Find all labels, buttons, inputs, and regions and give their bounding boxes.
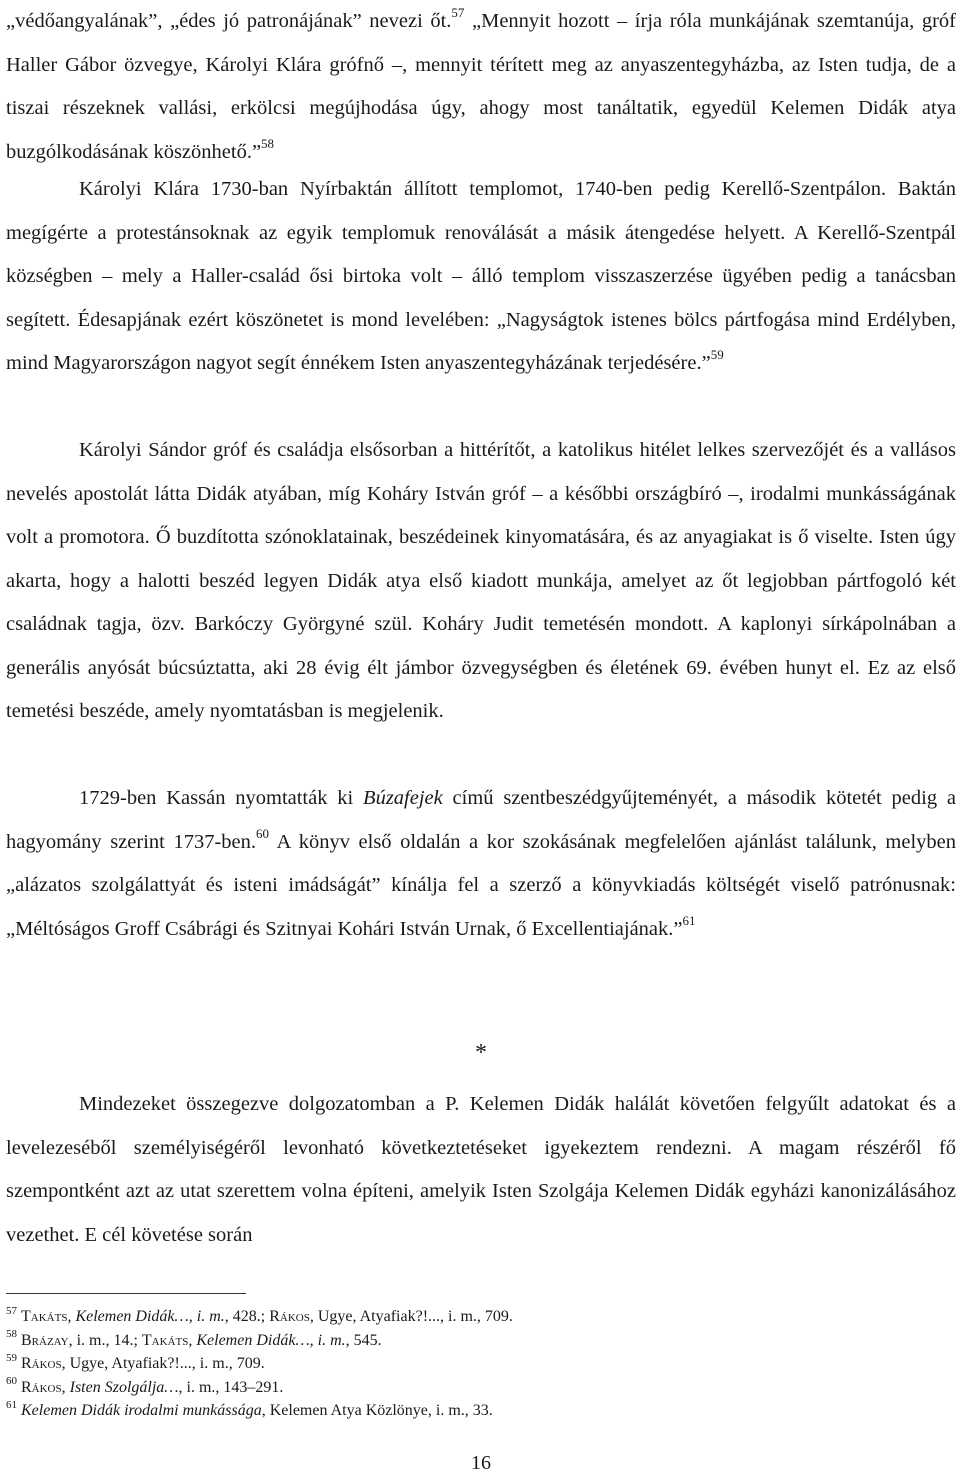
- paragraph-3: [6, 429, 956, 734]
- footnote-author: Rákos: [21, 1355, 62, 1372]
- footnote-rest: , 428.;: [224, 1308, 270, 1325]
- paragraph-1: [6, 0, 956, 174]
- footnote-ref-59[interactable]: 59: [710, 347, 724, 363]
- footnote-ref-60[interactable]: 60: [256, 825, 269, 841]
- footnotes: [6, 1305, 956, 1423]
- footnote-number: 59: [6, 1351, 17, 1364]
- footnote-author-2: Takáts: [141, 1331, 189, 1349]
- paragraph-2-text: Károlyi Klára 1730-ban Nyírbaktán állított templomot, 1740-ben pedig Kerellő-Szentpálon. Baktán megígérte a protestánsoknak az egyik templomuk renoválását a másik átengedése helyett. A Kerellő-Szentpál községben – mely a Haller-család ősi birtoka volt – álló templom visszaszerzése ügyében pedig a tanácsban segített. Édesapjának ezért köszönetet is mond levelében: „Nagyságtok istenes bölcs pártfogása mind Erdélyben, mind Magyarországon nagyot segít énnékem Isten anyaszentegyházának terjedésére.”: [6, 178, 956, 374]
- footnote-57: $^{57}$ Takáts, Kelemen Didák…, i. m., 428.; Rákos, Ugye, Atyafiak?!..., i. m., 709.: [6, 1304, 513, 1325]
- footnote-number: 58: [6, 1328, 17, 1341]
- paragraph-4: [6, 777, 956, 951]
- footnote-ref-58[interactable]: 58: [261, 135, 275, 151]
- paragraph-5: [6, 1083, 956, 1257]
- footnote-number: 61: [6, 1398, 17, 1411]
- footnote-rest: , i. m., 14.;: [68, 1331, 142, 1349]
- footnote-ref-57[interactable]: 57: [451, 5, 465, 21]
- footnote-60: $^{60}$ Rákos, Isten Szolgálja…, i. m., 143–291.: [6, 1375, 284, 1396]
- paragraph-4-text-b: című szentbeszédgyűjteményét, a második kötetét pedig a hagyomány szerint 1737-ben.: [6, 787, 956, 853]
- footnote-title-2: Kelemen Didák…, i. m.: [196, 1331, 346, 1349]
- footnote-61: [6, 1399, 956, 1423]
- footnote-divider: [6, 1293, 246, 1294]
- paragraph-1-text-b: „Mennyit hozott – írja róla munkájának szemtanúja, gróf Haller Gábor özvegye, Károlyi Klára grófnő –, mennyit térített meg az anyaszentegyházba, az Isten tudja, de a tiszai részeknek vallási, erkölcsi megújhodása úgy, ahogy most tanáltatik, egyedül Kelemen Didák atya buzgólkodásának köszönhető.”: [6, 10, 956, 163]
- paragraph-4-text-c: A könyv első oldalán a kor szokásának megfelelően ajánlást találunk, melyben „alázatos szolgálattyát és isteni imádságát” kínálja fel a szerző a könyvkiadás költségét viselő patrónusnak: „Méltóságos Groff Csábrági és Szitnyai Kohári István Urnak, ő Excellentiajának.”: [6, 830, 956, 940]
- footnote-author: Rákos: [21, 1378, 62, 1396]
- page-number: 16: [471, 1452, 491, 1474]
- paragraph-4-text-a: 1729-ben Kassán nyomtatták ki: [79, 787, 364, 809]
- footnote-title: Kelemen Didák…, i. m.: [75, 1308, 225, 1325]
- footnote-author: Brázay: [21, 1331, 69, 1349]
- footnote-title: Kelemen Didák irodalmi munkássága: [21, 1402, 262, 1419]
- book-title-busafejek: Búzafejek: [363, 787, 443, 809]
- footnote-rest-2: , 545.: [345, 1331, 382, 1349]
- footnote-rest: , Kelemen Atya Közlönye, i. m., 33.: [261, 1402, 493, 1419]
- footnote-author: Takáts: [21, 1308, 68, 1325]
- paragraph-5-text: Mindezeket összegezve dolgozatomban a P. Kelemen Didák halálát követően felgyűlt adatokat és a levelezeséből személyiségéről levonható következtetéseket igyekeztem rendezni. A magam részéről fő szempontként azt az utat szerettem volna építeni, amelyik Isten Szolgája Kelemen Didák egyházi kanonizálásához vezethet. E cél követése során: [6, 1093, 956, 1246]
- footnote-rest: , Ugye, Atyafiak?!..., i. m., 709.: [61, 1355, 265, 1372]
- footnote-58: $^{58}$ Brázay, i. m., 14.; Takáts, Kelemen Didák…, i. m., 545.: [6, 1328, 382, 1349]
- footnote-ref-61[interactable]: 61: [682, 912, 696, 928]
- footnote-number: 60: [6, 1375, 17, 1388]
- footnote-number: 57: [6, 1304, 17, 1317]
- paragraph-1-text-a: „védőangyalának”, „édes jó patronájának” nevezi őt.: [6, 10, 452, 32]
- footnote-rest-2: , Ugye, Atyafiak?!..., i. m., 709.: [309, 1308, 513, 1325]
- section-separator: *: [475, 1040, 487, 1066]
- footnote-title: Isten Szolgálja…: [69, 1378, 179, 1396]
- paragraph-3-text: Károlyi Sándor gróf és családja elsősorban a hittérítőt, a katolikus hitélet lelkes szervezőjét és a vallásos nevelés apostolát látta Didák atyában, míg Koháry István gróf – a későbbi országbíró –, irodalmi munkásságának volt a promotora. Ő buzdította szónoklatainak, beszédeinek kinyomatására, és az anyagiakat is ő viselte. Isten úgy akarta, hogy a halotti beszéd legyen Didák atya első kiadott munkája, amelyet az őt legjobban pártfogoló két családnak tagja, özv. Barkóczy Györgyné szül. Koháry Judit temetésén mondott. A kaplonyi sírkápolnában a generális anyósát búcsúztatta, aki 28 évig élt jámbor özvegységben és életének 69. évében hunyt el. Ez az első temetési beszéde, amely nyomtatásban is megjelenik.: [6, 439, 956, 722]
- footnote-59: [6, 1352, 956, 1376]
- footnote-rest: , i. m., 143–291.: [178, 1378, 284, 1396]
- paragraph-2: [6, 168, 956, 386]
- footnote-author-2: Rákos: [269, 1308, 310, 1325]
